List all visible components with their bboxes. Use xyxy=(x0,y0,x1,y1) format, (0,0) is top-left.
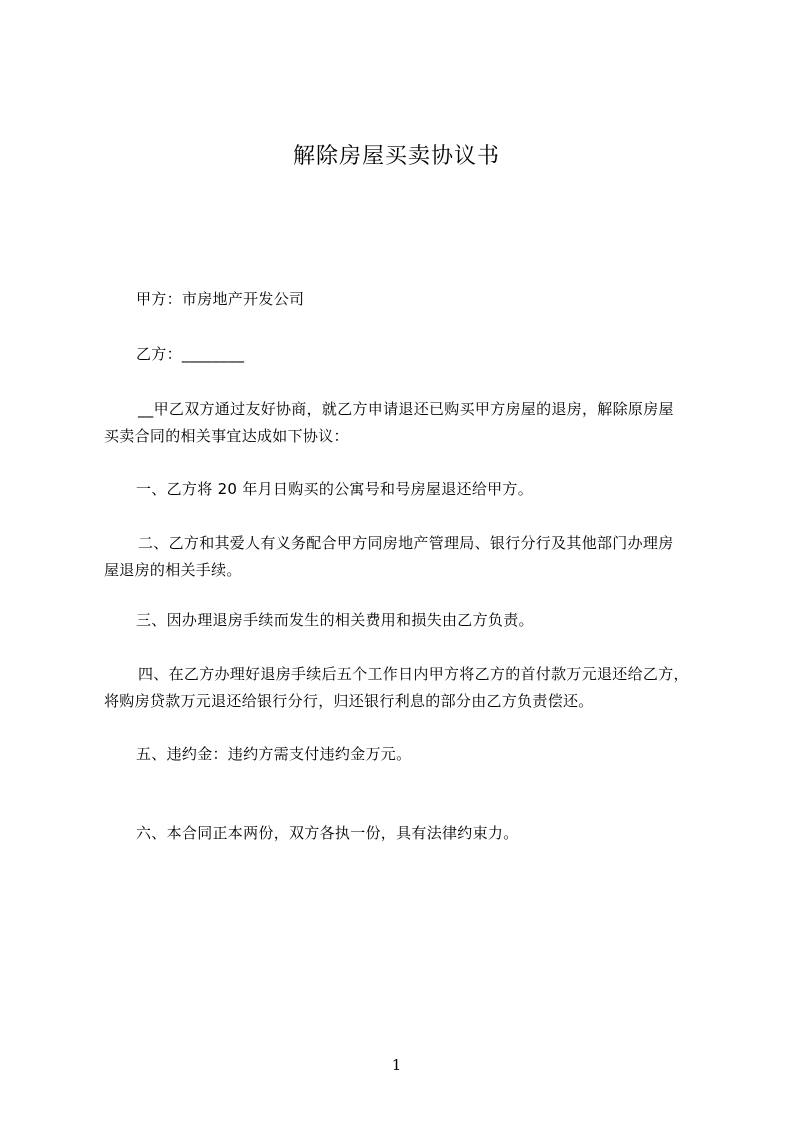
clause-4-line-1: 四、在乙方办理好退房手续后五个工作日内甲方将乙方的首付款万元退还给乙方， xyxy=(138,665,689,683)
party-a-line xyxy=(104,286,720,313)
clause-4 xyxy=(104,661,720,715)
clause-2-line-1: 二、乙方和其爱人有义务配合甲方同房地产管理局、银行分行及其他部门办理房 xyxy=(138,534,674,552)
party-a-text: 甲方：市房地产开发公司 xyxy=(136,290,305,308)
clause-2 xyxy=(104,530,720,584)
page-number: 1 xyxy=(391,1056,402,1074)
clause-1-text: 一、乙方将 20 年月日购买的公寓号和号房屋退还给甲方。 xyxy=(136,480,534,498)
clause-2-line-2: 屋退房的相关手续。 xyxy=(104,561,242,579)
clause-1 xyxy=(104,476,720,503)
document-title: 解除房屋买卖协议书 xyxy=(292,144,500,169)
intro-line-1: __甲乙双方通过友好协商，就乙方申请退还已购买甲方房屋的退房，解除原房屋 xyxy=(138,400,674,418)
clause-3-text: 三、因办理退房手续而发生的相关费用和损失由乙方负责。 xyxy=(136,611,534,629)
clause-3 xyxy=(104,607,720,634)
clause-4-line-2: 将购房贷款万元退还给银行分行，归还银行利息的部分由乙方负责偿还。 xyxy=(104,692,594,710)
intro-paragraph xyxy=(104,396,720,450)
party-b-text: 乙方：________ xyxy=(136,345,245,363)
clause-6 xyxy=(104,820,720,847)
clause-5 xyxy=(104,741,720,768)
party-b-line xyxy=(104,341,720,368)
clause-6-text: 六、本合同正本两份，双方各执一份，具有法律约束力。 xyxy=(136,824,519,842)
intro-line-2: 买卖合同的相关事宜达成如下协议： xyxy=(104,427,349,445)
clause-5-text: 五、违约金：违约方需支付违约金万元。 xyxy=(136,745,412,763)
